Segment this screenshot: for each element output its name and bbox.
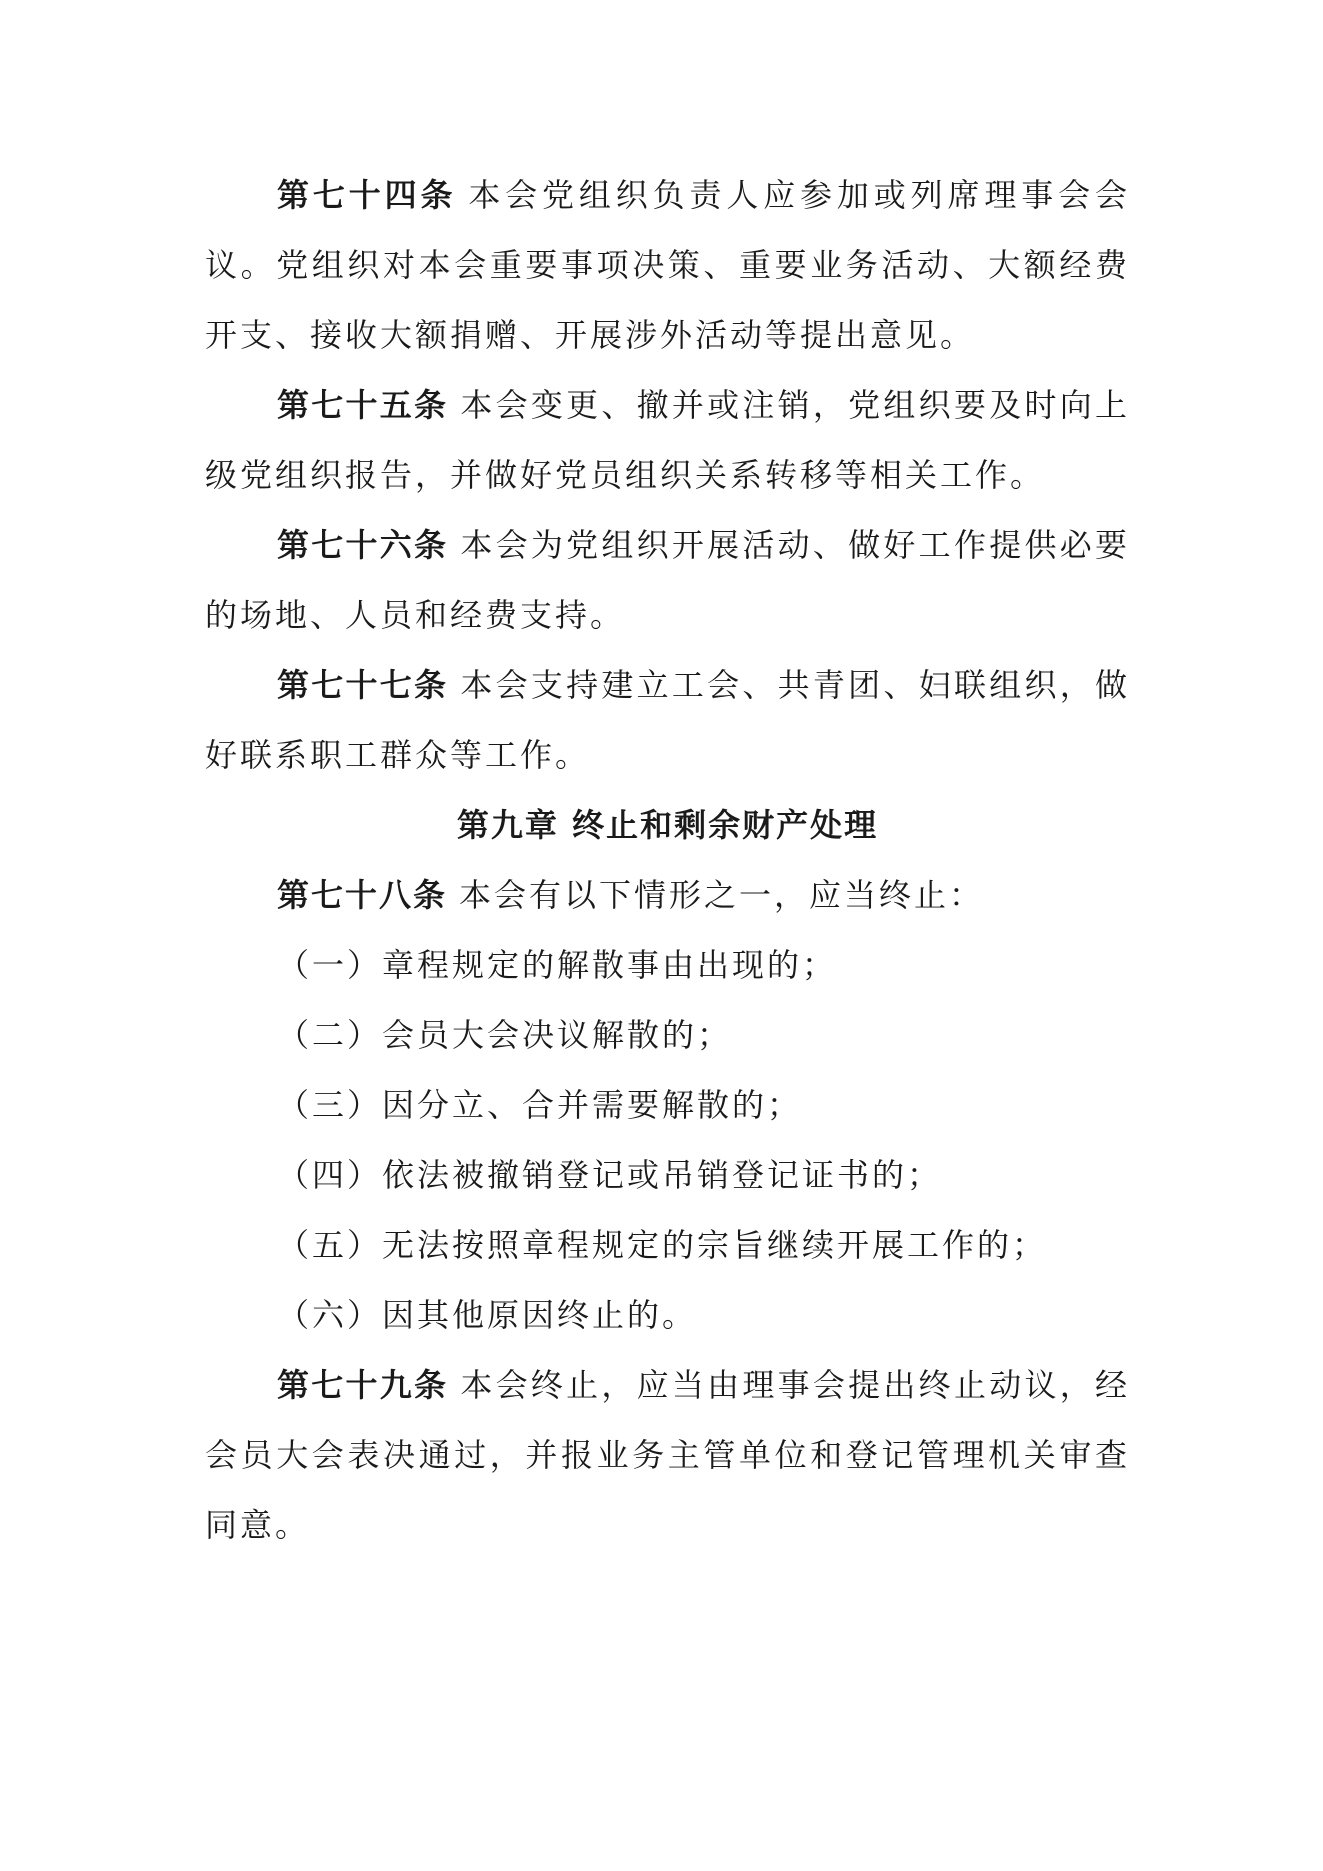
article-79 — [205, 1350, 1130, 1560]
article-78-item-4: （四）依法被撤销登记或吊销登记证书的； — [277, 1156, 943, 1194]
article-76 — [205, 510, 1130, 650]
article-77-text: 本会支持建立工会、共青团、妇联组织，做好联系职工群众等工作。 — [205, 666, 1130, 774]
chapter-9-title: 第九章 终止和剩余财产处理 — [456, 806, 879, 844]
article-77-label: 第七十七条 — [277, 666, 449, 704]
article-74 — [205, 160, 1130, 370]
article-75-text: 本会变更、撤并或注销，党组织要及时向上级党组织报告，并做好党员组织关系转移等相关工作。 — [205, 386, 1130, 494]
article-76-text: 本会为党组织开展活动、做好工作提供必要的场地、人员和经费支持。 — [205, 526, 1130, 634]
article-78-text: 本会有以下情形之一，应当终止： — [459, 876, 985, 914]
article-78 — [205, 860, 1130, 930]
article-76-label: 第七十六条 — [277, 526, 449, 564]
article-74-text: 本会党组织负责人应参加或列席理事会会议。党组织对本会重要事项决策、重要业务活动、大额经费 开支、接收大额捐赠、开展涉外活动等提出意见。 — [205, 176, 1130, 354]
article-78-label: 第七十八条 — [277, 876, 448, 914]
article-77 — [205, 650, 1130, 790]
article-75-label: 第七十五条 — [277, 386, 449, 424]
article-78-item-1: （一）章程规定的解散事由出现的； — [277, 946, 838, 984]
article-78-item-3: （三）因分立、合并需要解散的； — [277, 1086, 803, 1124]
article-79-label: 第七十九条 — [277, 1366, 449, 1404]
article-78-item-5: （五）无法按照章程规定的宗旨继续开展工作的； — [277, 1226, 1048, 1264]
document-body — [205, 160, 1130, 1560]
article-79-text: 本会终止，应当由理事会提出终止动议，经会员大会表决通过，并报业务主管单位和登记管理机关审查同意。 — [205, 1366, 1130, 1544]
article-78-item-2: （二）会员大会决议解散的； — [277, 1016, 733, 1054]
article-74-label: 第七十四条 — [277, 176, 457, 214]
article-75 — [205, 370, 1130, 510]
article-78-item-6: （六）因其他原因终止的。 — [277, 1296, 698, 1334]
